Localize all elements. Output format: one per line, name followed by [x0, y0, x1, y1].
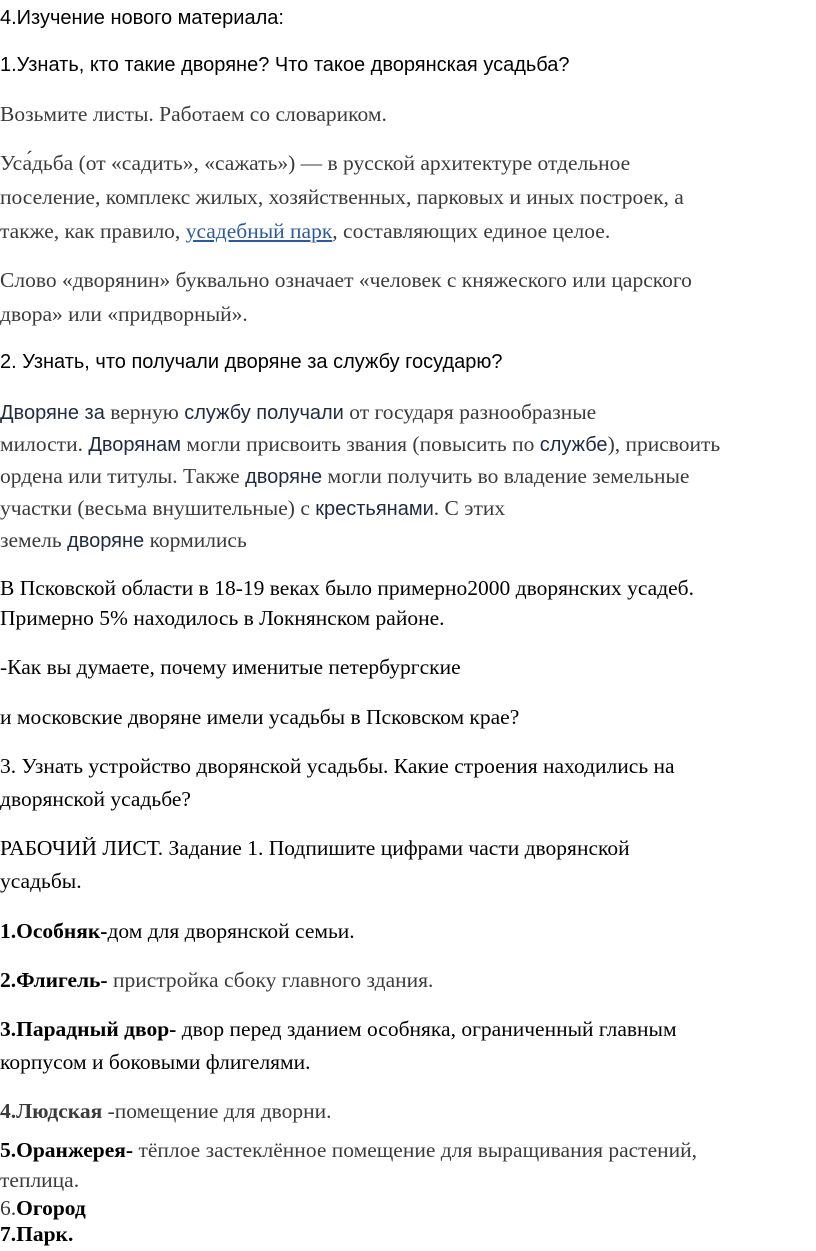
usadba-definition-line-1: Уса́дьба (от «садить», «сажать») — в русской архитектуре отдельное	[0, 151, 631, 175]
item-description: дом для дворянской семьи.	[107, 919, 355, 943]
item-term: 5.Оранжерея-	[0, 1138, 134, 1162]
plain-text: ), присвоить	[607, 432, 721, 456]
item-term: 7.Парк.	[0, 1222, 74, 1246]
item-5-line-2: теплица.	[0, 1168, 80, 1192]
plain-text: могли получить во владение земельные	[322, 464, 690, 488]
usadba-definition-line-3	[0, 214, 610, 248]
highlighted-word: дворяне	[67, 530, 145, 552]
usadebny-park-link[interactable]: усадебный парк	[185, 219, 333, 243]
plain-text: кормились	[144, 528, 247, 552]
worksheet-line-1: РАБОЧИЙ ЛИСТ. Задание 1. Подпишите цифрами части дворянской	[0, 836, 630, 860]
item-number: 6.	[0, 1196, 17, 1220]
highlighted-word: службе	[539, 434, 608, 456]
service-paragraph-line-4	[0, 491, 505, 526]
item-term: 2.Флигель-	[0, 968, 108, 992]
item-term: Огород	[16, 1196, 86, 1220]
highlighted-word: Дворянам	[88, 434, 182, 456]
plain-text: участки (весьма внушительные) с	[0, 496, 316, 520]
item-3-line-1	[0, 1012, 677, 1046]
highlighted-word: дворяне	[245, 466, 323, 488]
usadba-definition-text: также, как правило,	[0, 219, 186, 243]
item-description: -помещение для дворни.	[102, 1099, 332, 1123]
item-1	[0, 914, 355, 948]
item-2	[0, 963, 433, 997]
item-4	[0, 1094, 332, 1128]
usadba-definition-text: , составляющих единое целое.	[332, 219, 611, 243]
item-5-line-1	[0, 1133, 697, 1167]
item-term: 4.Людская	[0, 1099, 103, 1123]
service-paragraph-line-2	[0, 427, 720, 462]
dvoryanin-definition-line-2: двора» или «придворный».	[0, 302, 248, 326]
worksheet-line-2: усадьбы.	[0, 869, 82, 893]
plain-text: земель	[0, 528, 68, 552]
section-heading: 4.Изучение нового материала:	[0, 7, 284, 29]
service-paragraph-line-5	[0, 523, 247, 558]
highlighted-word: службу получали	[184, 402, 344, 424]
pskov-line-1: В Псковской области в 18-19 веках было примерно2000 дворянских усадеб.	[0, 576, 694, 600]
plain-text: милости.	[0, 432, 89, 456]
item-term: 1.Особняк-	[0, 919, 108, 943]
instruction-text: Возьмите листы. Работаем со словариком.	[0, 102, 387, 126]
plain-text: ордена или титулы. Также	[0, 464, 246, 488]
dvoryanin-definition-line-1: Слово «дворянин» буквально означает «человек с княжеского или царского	[0, 268, 692, 292]
plain-text: могли присвоить звания (повысить по	[181, 432, 540, 456]
task-2-heading: 2. Узнать, что получали дворяне за службу государю?	[0, 351, 503, 373]
plain-text: . С этих	[433, 496, 506, 520]
question-line-1: -Как вы думаете, почему именитые петербургские	[0, 655, 461, 679]
highlighted-word: Дворяне за	[0, 402, 105, 424]
usadba-definition-line-2: поселение, комплекс жилых, хозяйственных, парковых и иных построек, а	[0, 185, 684, 209]
pskov-line-2: Примерно 5% находилось в Локнянском районе.	[0, 606, 445, 630]
item-7	[0, 1217, 73, 1251]
task-1-heading: 1.Узнать, кто такие дворяне? Что такое дворянская усадьба?	[0, 54, 570, 76]
task-3-line-1: 3. Узнать устройство дворянской усадьбы. Какие строения находились на	[0, 754, 675, 778]
item-description: двор перед зданием особняка, ограниченный главным	[176, 1017, 677, 1041]
service-paragraph-line-3	[0, 459, 689, 494]
plain-text: верную	[104, 400, 185, 424]
item-description: тёплое застеклённое помещение для выращивания растений,	[133, 1138, 698, 1162]
item-3-line-2: корпусом и боковыми флигелями.	[0, 1050, 311, 1074]
highlighted-word: крестьянами	[315, 498, 434, 520]
plain-text: от государя разнообразные	[343, 400, 597, 424]
task-3-line-2: дворянской усадьбе?	[0, 787, 191, 811]
item-description: пристройка сбоку главного здания.	[107, 968, 434, 992]
service-paragraph-line-1	[0, 395, 596, 430]
question-line-2: и московские дворяне имели усадьбы в Псковском крае?	[0, 705, 520, 729]
item-term: 3.Парадный двор-	[0, 1017, 177, 1041]
